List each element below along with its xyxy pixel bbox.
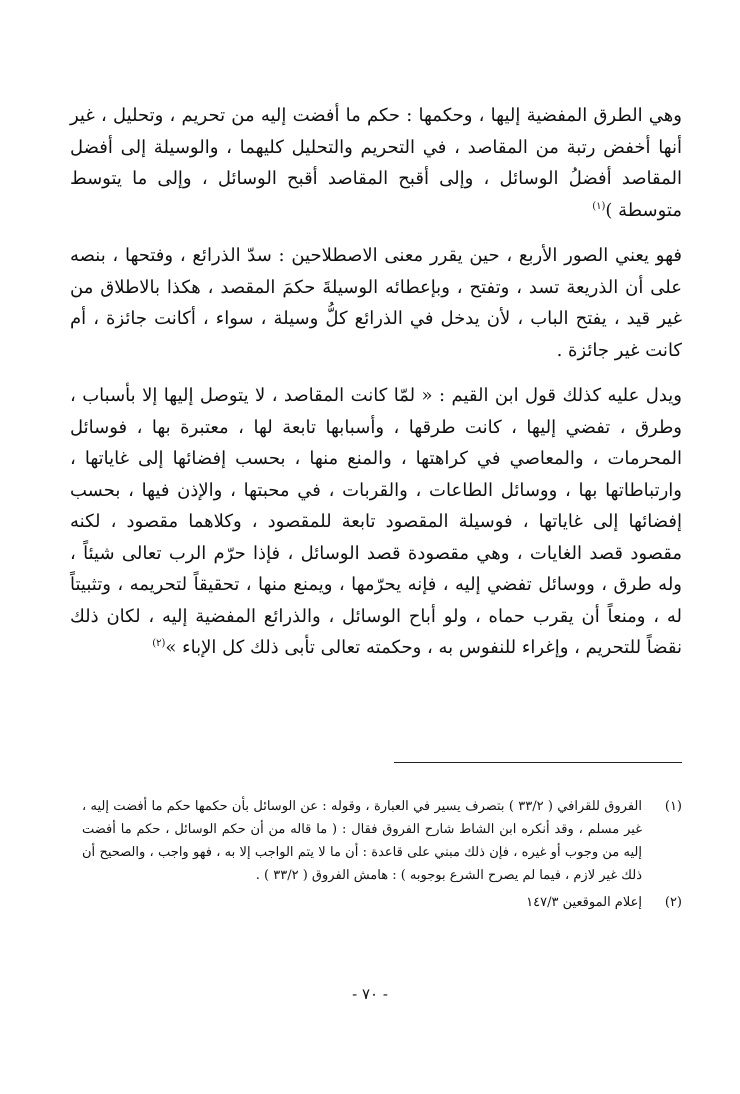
paragraph-3 bbox=[70, 380, 682, 664]
paragraph-2-text: فهو يعني الصور الأربع ، حين يقرر معنى الاصطلاحين : سدّ الذرائع ، وفتحها ، بنصه على أن الذريعة تسد ، وتفتح ، وبإعطائه الوسيلةَ حكمَ المقصد ، هكذا بالاطلاق من غير قيد ، يفتح الباب ، لأن يدخل في الذرائع كلُّ وسيلة ، سواء ، أكانت جائزة ، أم كانت غير جائزة . bbox=[70, 245, 682, 361]
footnotes bbox=[82, 795, 682, 914]
footnote-1 bbox=[82, 795, 682, 887]
footnote-ref-1: (١) bbox=[592, 200, 606, 212]
footnote-1-number: (١) bbox=[664, 799, 682, 814]
paragraph-3-text: ويدل عليه كذلك قول ابن القيم : « لمّا كانت المقاصد ، لا يتوصل إليها إلا بأسباب ، وطرق ، تفضي إليها ، كانت طرقها ، وأسبابها تابعة لها ، معتبرة بها ، فوسائل المحرمات ، والمعاصي في كراهتها ، والمنع منها ، بحسب إفضائها إلى غاياتها ، وارتباطاتها بها ، ووسائل الطاعات ، والقربات ، في محبتها ، والإذن فيها ، بحسب إفضائها إلى غاياتها ، فوسيلة المقصود تابعة للمقصود ، وكلاهما مقصود ، لكنه مقصود قصد الغايات ، وهي مقصودة قصد الوسائل ، فإذا حرّم الرب تعالى شيئاً ، وله طرق ، ووسائل تفضي إليه ، فإنه يحرّمها ، ويمنع منها ، تحقيقاً لتحريمه ، وتثبيتاً له ، ومنعاً أن يقرب حماه ، ولو أباح الوسائل ، والذرائع المفضية إليه ، لكان ذلك نقضاً للتحريم ، وإغراء للنفوس به ، وحكمته تعالى تأبى ذلك كل الإباء » bbox=[70, 385, 682, 658]
footnote-ref-2: (٢) bbox=[152, 638, 166, 649]
footnote-2-number: (٢) bbox=[664, 895, 682, 910]
paragraph-2 bbox=[70, 240, 682, 366]
paragraph-1-text: وهي الطرق المفضية إليها ، وحكمها : حكم ما أفضت إليه من تحريم ، وتحليل ، غير أنها أخفض رتبة من المقاصد ، في التحريم والتحليل كليهما ، والوسيلة إلى أفضل المقاصد أفضلُ الوسائل ، وإلى أقبح المقاصد أقبح الوسائل ، وإلى ما يتوسط متوسطة ) bbox=[70, 105, 682, 221]
footnote-divider bbox=[394, 762, 682, 763]
paragraph-1 bbox=[70, 100, 682, 226]
footnote-2-text: إعلام الموقعين ١٤٧/٣ bbox=[526, 895, 642, 910]
footnote-2 bbox=[82, 891, 682, 914]
footnote-1-text: الفروق للقرافي ( ٣٣/٢ ) بتصرف يسير في العبارة ، وقوله : عن الوسائل بأن حكمها حكم ما أفضت إليه ، غير مسلم ، وقد أنكره ابن الشاط شارح الفروق فقال : ( ما قاله من أن حكم الوسائل ، حكم ما أفضت إليه من وجوب أو غيره ، فإن ذلك مبني على قاعدة : أن ما لا يتم الواجب إلا به ، فهو واجب ، والصحيح أن ذلك غير لازم ، فيما لم يصرح الشرع بوجوبه ) : هامش الفروق ( ٣٣/٢ ) . bbox=[82, 799, 642, 883]
main-text bbox=[70, 100, 682, 664]
page-number: - ٧٠ - bbox=[352, 985, 388, 1003]
